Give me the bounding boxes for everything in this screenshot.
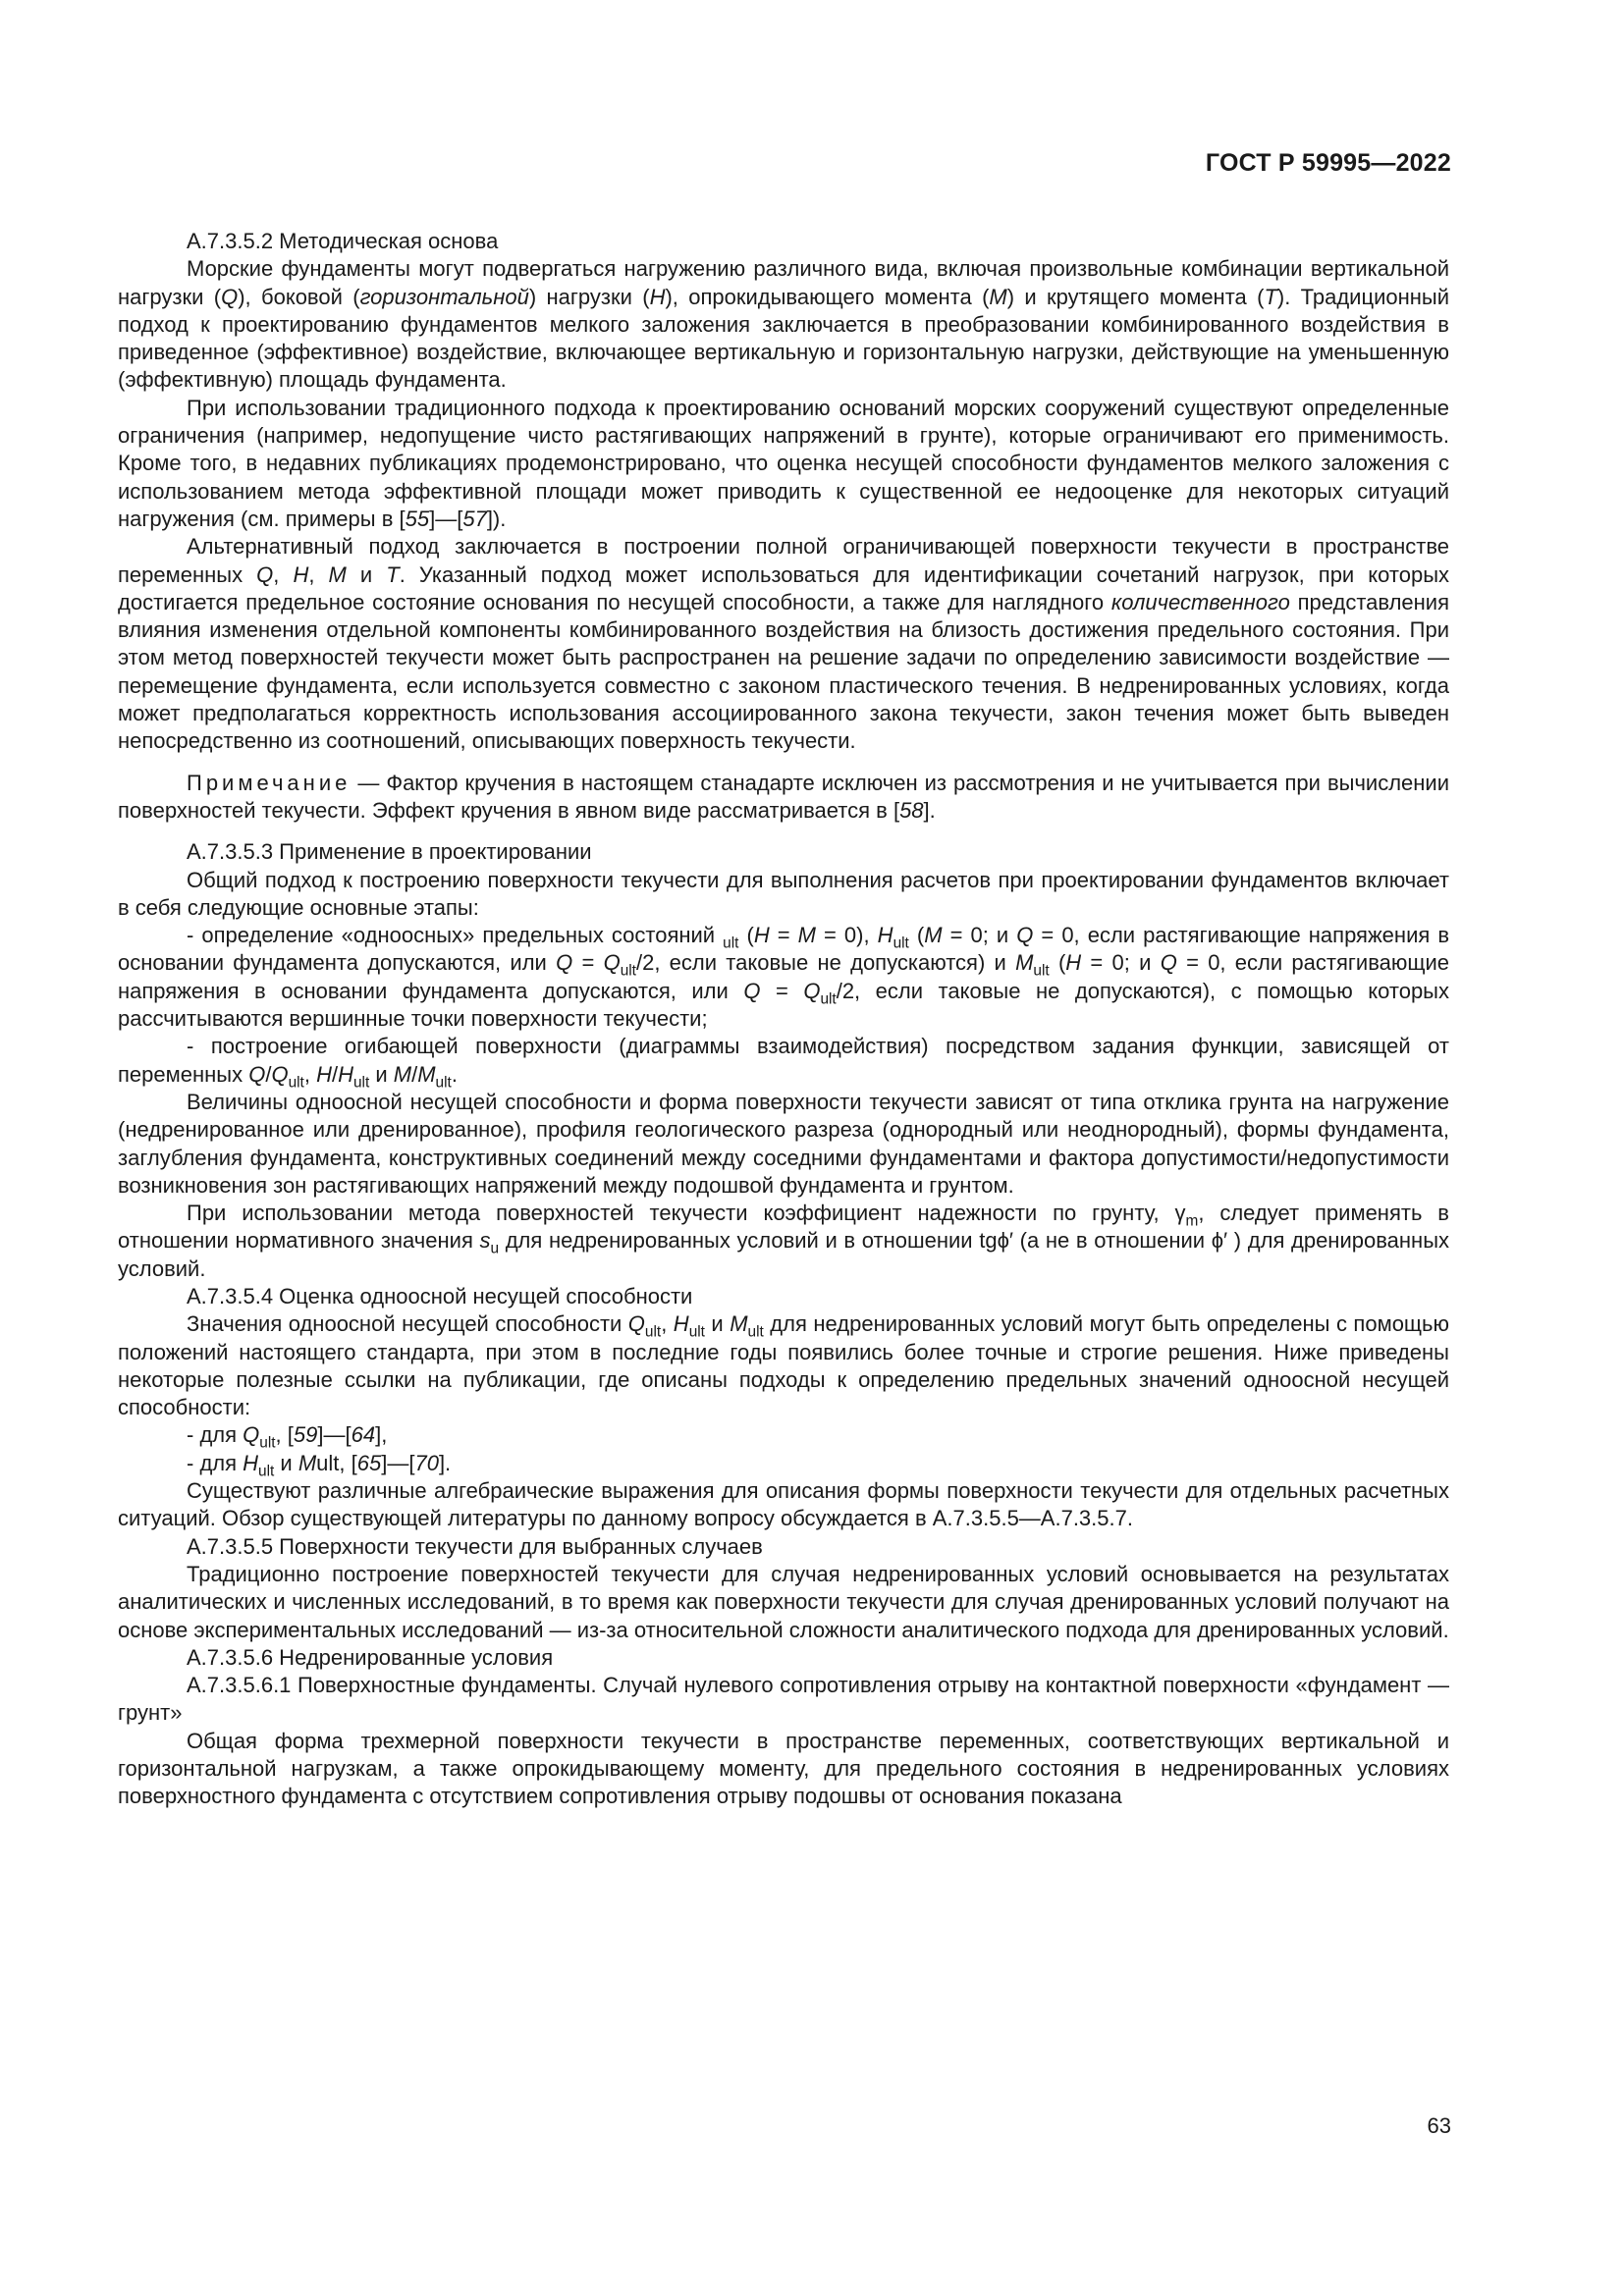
list-item: - определение «одноосных» предельных состояний $_{ult}$ (H = M = 0), $H_{ult}$ (M = 0; и Q = 0, если растягивающие напряжения в основании фундамента допускаются, или $Q = Q_{ult}/2$, если таковые не допускаются) и $M_{ult}$ (H = 0; и Q = 0, если растягивающие напряжения в основании фундамента допускаются, или $Q = Q_{ult}/2$, если таковые не допускаются), с помощью которых рассчитываются вершинные точки поверхности текучести; bbox=[118, 923, 1450, 1032]
standard-designation: ГОСТ Р 59995—2022 bbox=[1205, 149, 1451, 177]
paragraph: Альтернативный подход заключается в построении полной ограничивающей поверхности текучести в пространстве переменных Q, H, M и T. Указанный подход может использоваться для идентификации сочетаний нагрузок, при которых достигается предельное состояние основания по несущей способности, а также для наглядного количественного представления влияния изменения отдельной компоненты комбинированного воздействия на близость достижения предельного состояния. При этом метод поверхностей текучести может быть распространен на решение задачи по определению зависимости воздействие — перемещение фундамента, если используется совместно с законом пластического течения. В недренированных условиях, когда может предполагаться корректность использования ассоциированного закона текучести, закон течения может быть выведен непосредственно из соотношений, описывающих поверхность текучести. bbox=[118, 534, 1450, 754]
section-heading-a7352: А.7.3.5.2 Методическая основа bbox=[187, 229, 499, 253]
list-item: - для $Q_{ult}$, [59]—[64], bbox=[187, 1422, 388, 1452]
paragraph: Значения одноосной несущей способности $Q_{ult}$, $H_{ult}$ и $M_{ult}$ для недренированных условий могут быть определены с помощью положений настоящего стандарта, при этом в последние годы появились более точные и строгие решения. Ниже приведены некоторые полезные ссылки на публикации, где описаны подходы к определению предельных значений одноосной несущей способности: bbox=[118, 1311, 1449, 1420]
list-item: - для $H_{ult}$ и Mult, [65]—[70]. bbox=[187, 1450, 452, 1480]
section-heading-a73561: А.7.3.5.6.1 Поверхностные фундаменты. Случай нулевого сопротивления отрыву на контактной поверхности «фундамент — грунт» bbox=[118, 1673, 1449, 1726]
reference-link: 59 bbox=[293, 1422, 318, 1448]
paragraph: Общий подход к построению поверхности текучести для выполнения расчетов при проектировании фундаментов включает в себя следующие основные этапы: bbox=[118, 867, 1449, 920]
reference-link: 57 bbox=[462, 506, 487, 531]
note: Примечание — Фактор кручения в настоящем станадарте исключен из рассмотрения и не учитывается при вычислении поверхностей текучести. Эффект кручения в явном виде рассматривается в [58]. bbox=[118, 770, 1449, 823]
list-item: - построение огибающей поверхности (диаграммы взаимодействия) посредством задания функции, зависящей от переменных $Q/Q_{ult}$, $H/H_{ult}$ и $M/M_{ult}$. bbox=[118, 1034, 1449, 1091]
page-body bbox=[118, 228, 1449, 1811]
paragraph: Величины одноосной несущей способности и форма поверхности текучести зависят от типа отклика грунта на нагружение (недренированное или дренированное), профиля геологического разреза (однородный или неоднородный), формы фундамента, заглубления фундамента, конструктивных соединений между соседними фундаментами и фактора допустимости/недопустимости возникновения зон растягивающих напряжений между подошвой фундамента и грунтом. bbox=[118, 1089, 1449, 1198]
section-heading-a7355: А.7.3.5.5 Поверхности текучести для выбранных случаев bbox=[187, 1533, 763, 1559]
reference-link: 55 bbox=[405, 506, 430, 531]
paragraph: Существуют различные алгебраические выражения для описания формы поверхности текучести для отдельных расчетных ситуаций. Обзор существующей литературы по данному вопросу обсуждается в А.7.3.5.5—А.7.3.5.7. bbox=[118, 1478, 1449, 1531]
reference-link: 70 bbox=[414, 1450, 439, 1475]
paragraph: При использовании традиционного подхода к проектированию оснований морских сооружений существуют определенные ограничения (например, недопущение чисто растягивающих напряжений в грунте), которые ограничивают его применимость. Кроме того, в недавних публикациях продемонстрировано, что оценка несущей способности фундаментов мелкого заложения с использованием метода эффективной площади может приводить к существенной ее недооценке для некоторых ситуаций нагружения (см. примеры в [55]—[57]). bbox=[118, 395, 1449, 531]
section-heading-a7353: А.7.3.5.3 Применение в проектировании bbox=[187, 839, 592, 865]
reference-link: 64 bbox=[351, 1422, 376, 1448]
section-heading-a7356: А.7.3.5.6 Недренированные условия bbox=[187, 1644, 554, 1670]
paragraph: Общая форма трехмерной поверхности текучести в пространстве переменных, соответствующих вертикальной и горизонтальной нагрузкам, а также опрокидывающему моменту, для предельного состояния в недренированных условиях поверхностного фундамента с отсутствием сопротивления отрыву подошвы от основания показана bbox=[118, 1728, 1449, 1809]
section-heading-a7354: А.7.3.5.4 Оценка одноосной несущей способности bbox=[187, 1283, 693, 1308]
reference-link: 65 bbox=[356, 1450, 382, 1475]
paragraph: При использовании метода поверхностей текучести коэффициент надежности по грунту, $\gamma_m$, следует применять в отношении нормативного значения $s_u$ для недренированных условий и в отношении tgϕ′ (а не в отношении ϕ′ ) для дренированных условий. bbox=[118, 1201, 1450, 1281]
paragraph: Традиционно построение поверхностей текучести для случая недренированных условий основывается на результатах аналитических и численных исследований, в то время как поверхности текучести для случая дренированных условий получают на основе экспериментальных исследований — из-за относительной сложности аналитического подхода для дренированных условий. bbox=[118, 1561, 1449, 1642]
reference-link: 58 bbox=[899, 797, 924, 823]
paragraph: Морские фундаменты могут подвергаться нагружению различного вида, включая произвольные комбинации вертикальной нагрузки (Q), боковой (горизонтальной) нагрузки (H), опрокидывающего момента (M) и крутящего момента (T). Традиционный подход к проектированию фундаментов мелкого заложения заключается в преобразовании комбинированного воздействия в приведенное (эффективное) воздействие, включающее вертикальную и горизонтальную нагрузки, действующие на уменьшенную (эффективную) площадь фундамента. bbox=[118, 256, 1449, 393]
note-label: Примечание bbox=[187, 770, 352, 795]
page-number: 63 bbox=[1427, 2113, 1451, 2138]
